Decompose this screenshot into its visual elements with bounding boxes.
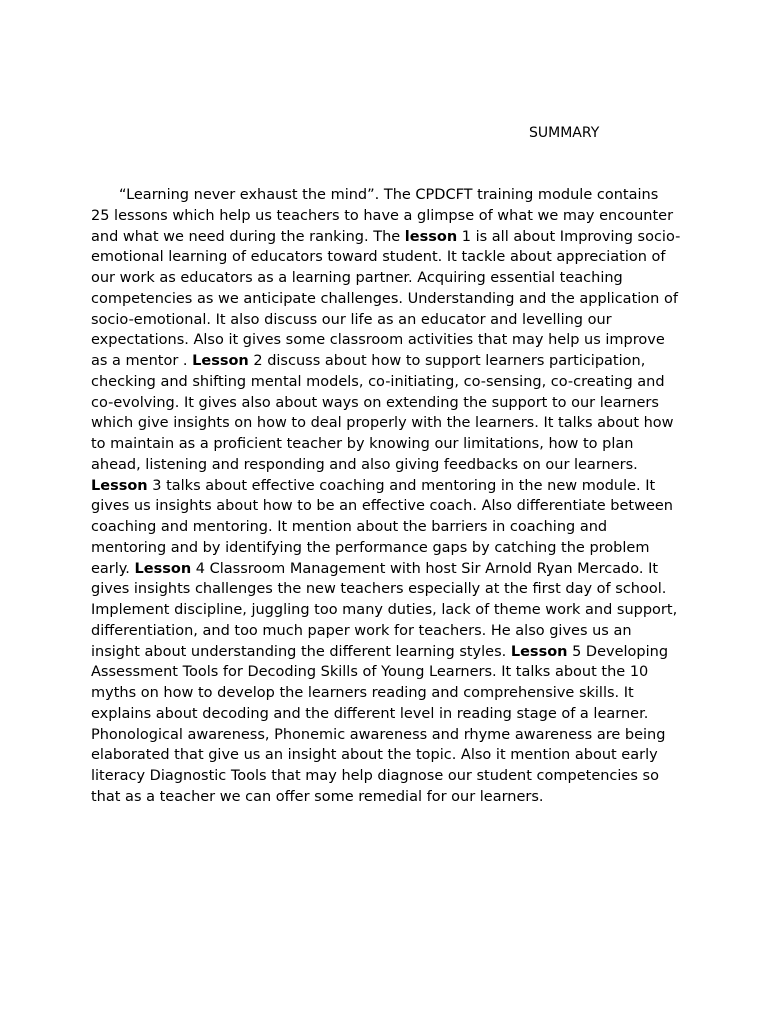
text-segment: 4 Classroom Management with host Sir Arnold Ryan Mercado. It gives insights challenges the new teachers especially at the first day of school. Implement discipline, juggling too many duties, lack of theme work and support, differentiation, and too much paper work for teachers. He also gives us an insight about understanding the different learning styles. bbox=[91, 560, 678, 660]
lesson-label: Lesson bbox=[134, 560, 192, 577]
lesson-label: Lesson bbox=[192, 353, 249, 369]
text-segment: “Learning never exhaust the mind”. The CPDCFT training module contains 25 lessons which help us teachers to have a glimpse of what we may encounter and what we need during the ranking. The bbox=[91, 187, 674, 245]
text-segment: 2 discuss about how to support learners participation, checking and shifting mental models, co-initiating, co-sensing, co-creating and co-evolving. It gives also about ways on extending the support to our learners which give insights on how to deal properly with the learners. It talks about how to maintain as a proficient teacher by knowing our limitations, how to plan ahead, listening and responding and also giving feedbacks on our learners. bbox=[91, 353, 674, 473]
summary-paragraph bbox=[91, 185, 681, 808]
lesson-label: lesson bbox=[404, 228, 458, 245]
text-segment: 5 Developing Assessment Tools for Decoding Skills of Young Learners. It talks about the 10 myths on how to develop the learners reading and comprehensive skills. It explains about decoding and the different level in reading stage of a learner. Phonological awareness, Phonemic awareness and rhyme awareness are being elaborated that give us an insight about the topic. Also it mention about early literacy Diagnostic Tools that may help diagnose our student competencies so that as a teacher we can offer some remedial for our learners. bbox=[91, 643, 669, 805]
document-title: SUMMARY bbox=[529, 125, 600, 141]
text-segment: 3 talks about effective coaching and mentoring in the new module. It gives us insights about how to be an effective coach. Also differentiate between coaching and mentoring. It mention about the barriers in coaching and mentoring and by identifying the performance gaps by catching the problem early. bbox=[91, 477, 673, 577]
lesson-label: Lesson bbox=[91, 477, 148, 494]
lesson-label: Lesson bbox=[510, 643, 568, 660]
text-segment: 1 is all about Improving socio-emotional learning of educators toward student. It tackle about appreciation of our work as educators as a learning partner. Acquiring essential teaching competencies as we anticipate challenges. Understanding and the application of socio-emotional. It also discuss our life as an educator and levelling our expectations. Also it gives some classroom activities that may help us improve as a mentor . bbox=[91, 228, 681, 369]
